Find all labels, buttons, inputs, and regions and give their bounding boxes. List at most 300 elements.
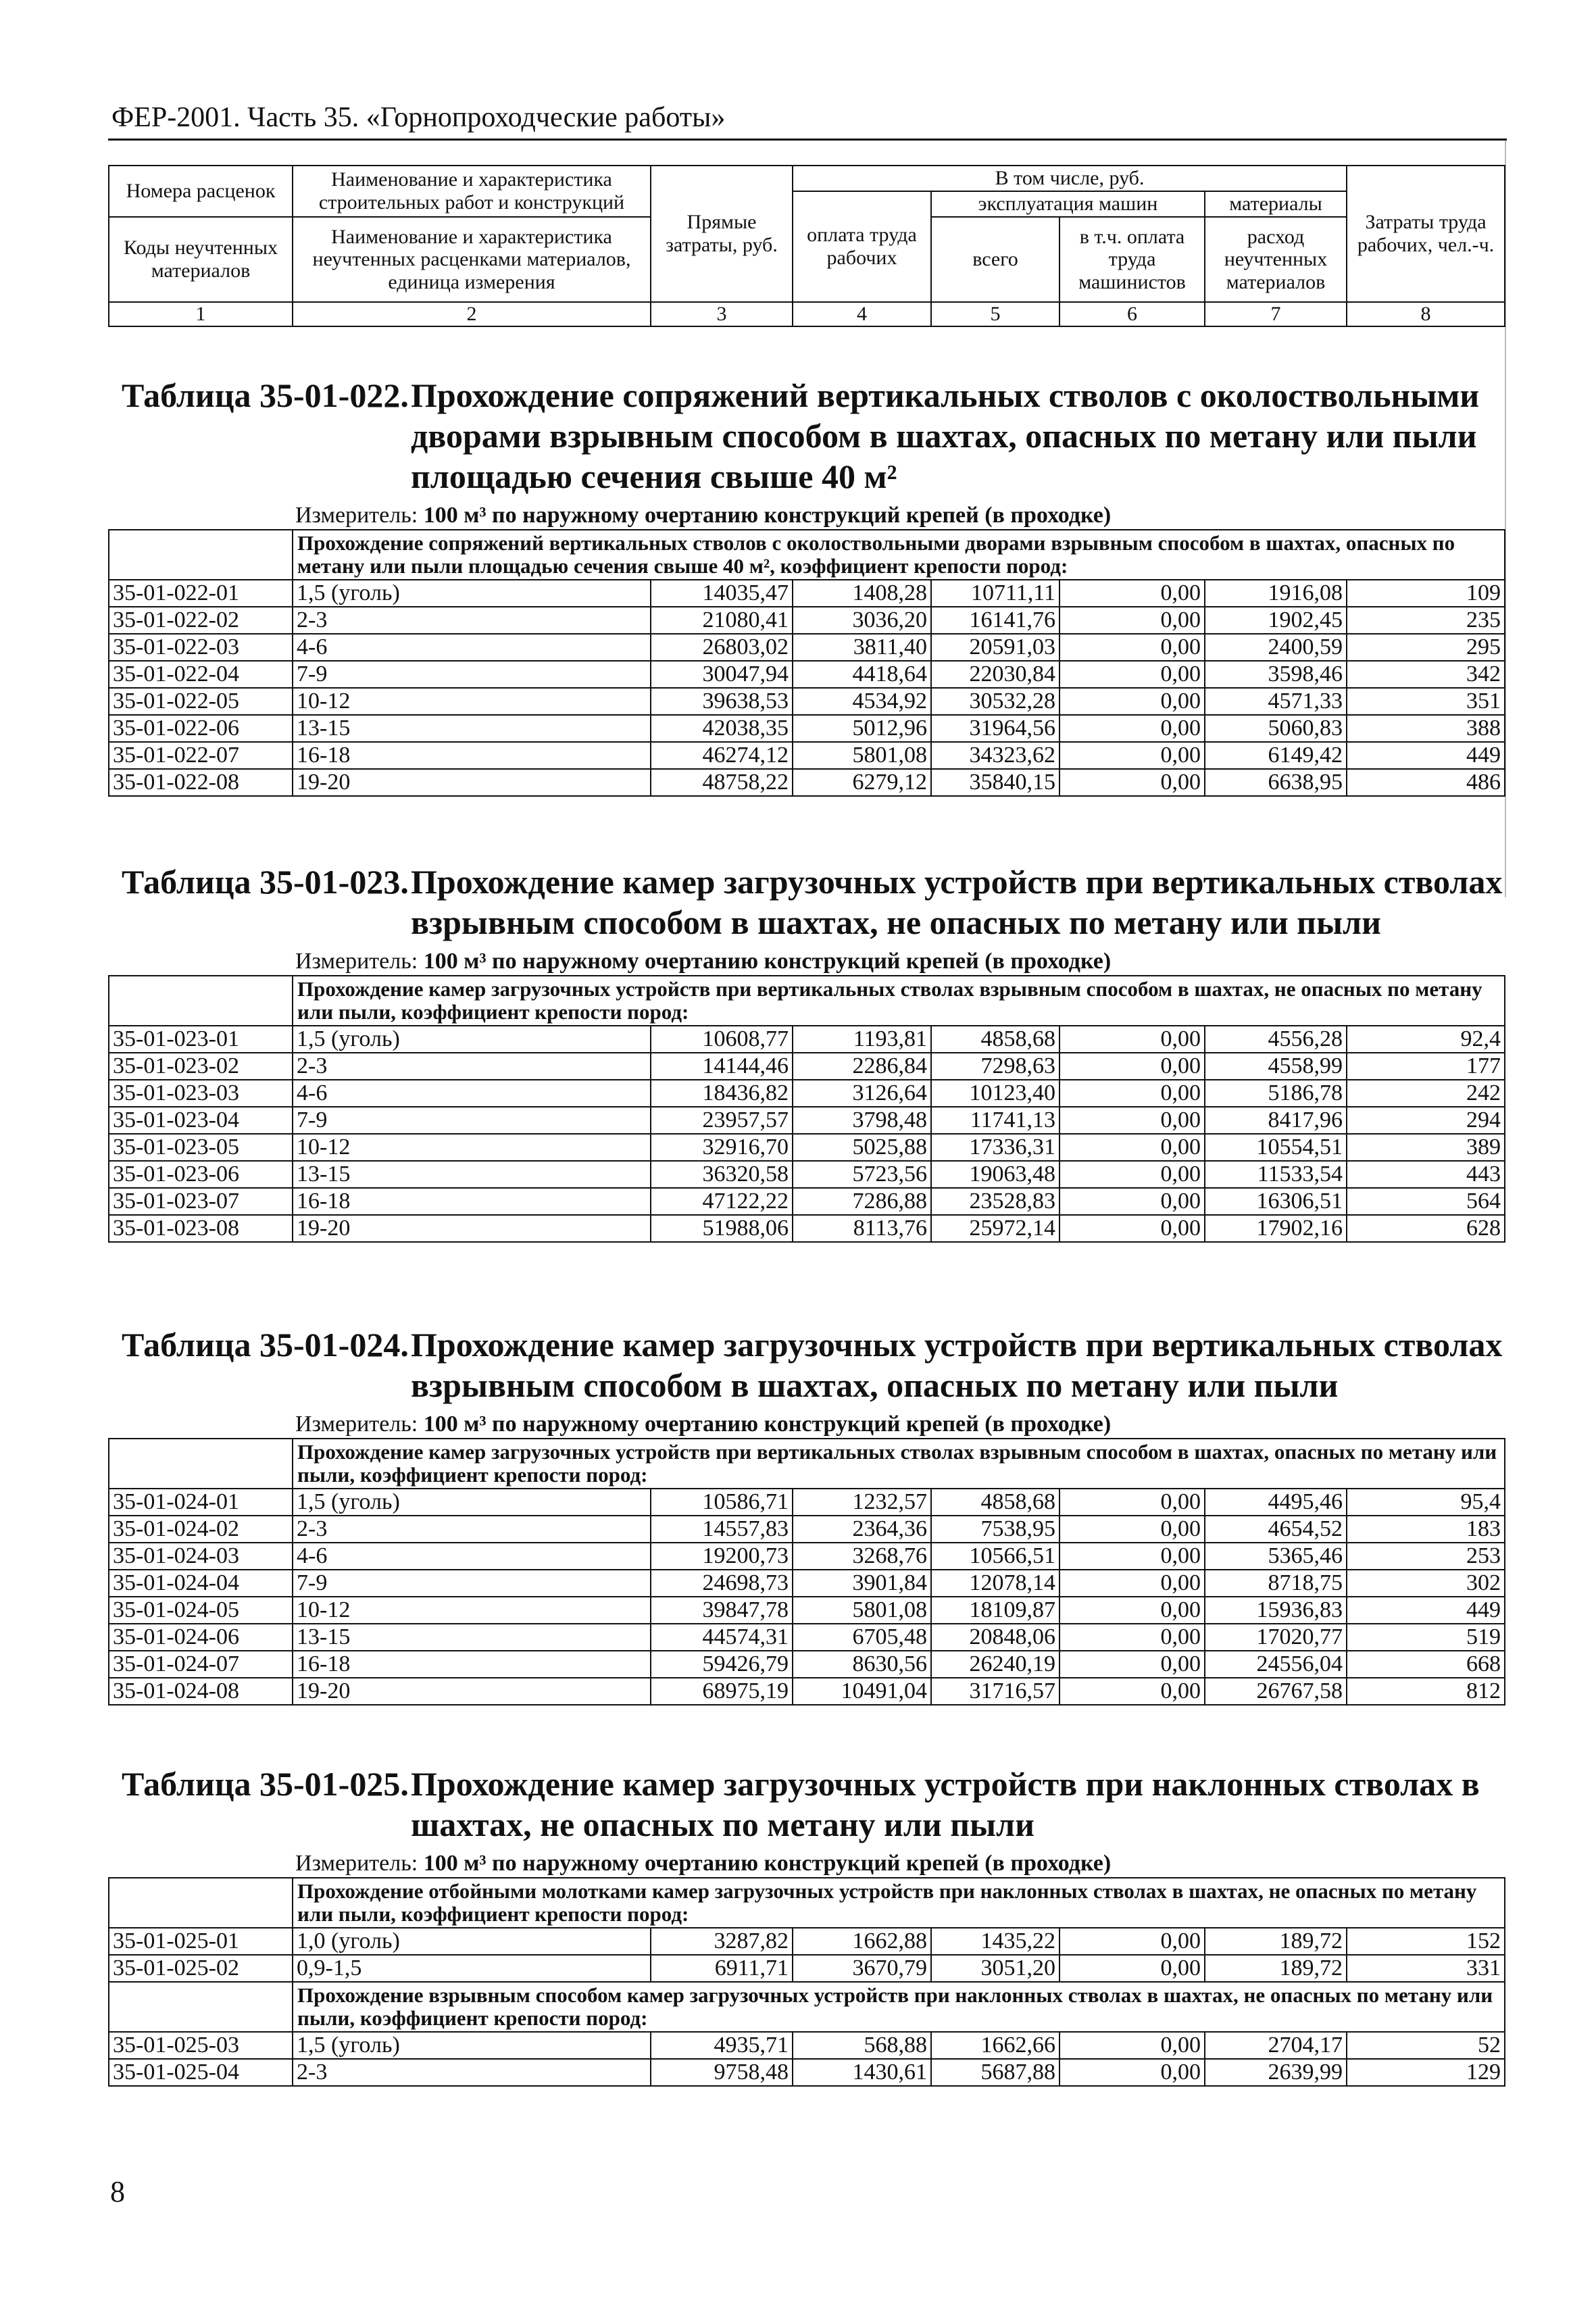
machinist-pay: 0,00 bbox=[1059, 1215, 1205, 1242]
labor-hours: 95,4 bbox=[1347, 1489, 1505, 1516]
materials-cost: 8417,96 bbox=[1205, 1107, 1347, 1134]
labor-pay: 1408,28 bbox=[793, 580, 931, 607]
labor-hours: 109 bbox=[1347, 580, 1505, 607]
rates-table bbox=[108, 1877, 1505, 2087]
rate-code: 35-01-024-07 bbox=[109, 1651, 293, 1678]
table-row bbox=[109, 634, 1505, 661]
materials-cost: 17902,16 bbox=[1205, 1215, 1347, 1242]
header-num: 2 bbox=[293, 302, 651, 326]
group-description: Прохождение отбойными молотками камер загрузочных устройств при наклонных стволах в шахтах, не опасных по метану или пыли, коэффициент крепости пород: bbox=[293, 1878, 1505, 1928]
direct-cost: 36320,58 bbox=[651, 1161, 793, 1188]
table-row bbox=[109, 1053, 1505, 1080]
machine-total: 7538,95 bbox=[931, 1516, 1059, 1543]
rate-code: 35-01-023-07 bbox=[109, 1188, 293, 1215]
rock-hardness: 7-9 bbox=[293, 1570, 651, 1597]
labor-pay: 1662,88 bbox=[793, 1928, 931, 1955]
labor-pay: 5025,88 bbox=[793, 1134, 931, 1161]
rate-code: 35-01-022-02 bbox=[109, 607, 293, 634]
header-num: 4 bbox=[793, 302, 931, 326]
table-row bbox=[109, 1570, 1505, 1597]
measure-unit bbox=[295, 1411, 1504, 1438]
header-materials: материалы bbox=[1205, 191, 1347, 217]
measure-unit bbox=[295, 1850, 1504, 1877]
labor-pay: 5801,08 bbox=[793, 742, 931, 769]
labor-pay: 1232,57 bbox=[793, 1489, 931, 1516]
machine-total: 7298,63 bbox=[931, 1053, 1059, 1080]
direct-cost: 10586,71 bbox=[651, 1489, 793, 1516]
materials-cost: 4571,33 bbox=[1205, 688, 1347, 715]
rate-code: 35-01-023-06 bbox=[109, 1161, 293, 1188]
table-title bbox=[108, 1764, 1504, 1845]
rock-hardness: 4-6 bbox=[293, 634, 651, 661]
rock-hardness: 13-15 bbox=[293, 1624, 651, 1651]
rate-code: 35-01-025-04 bbox=[109, 2059, 293, 2086]
machinist-pay: 0,00 bbox=[1059, 1489, 1205, 1516]
machine-total: 5687,88 bbox=[931, 2059, 1059, 2086]
machinist-pay: 0,00 bbox=[1059, 634, 1205, 661]
table-row bbox=[109, 715, 1505, 742]
direct-cost: 14144,46 bbox=[651, 1053, 793, 1080]
labor-pay: 3798,48 bbox=[793, 1107, 931, 1134]
group-description-row bbox=[109, 976, 1505, 1026]
direct-cost: 6911,71 bbox=[651, 1955, 793, 1982]
labor-hours: 812 bbox=[1347, 1678, 1505, 1705]
direct-cost: 44574,31 bbox=[651, 1624, 793, 1651]
machine-total: 19063,48 bbox=[931, 1161, 1059, 1188]
labor-pay: 3268,76 bbox=[793, 1543, 931, 1570]
rock-hardness: 1,5 (уголь) bbox=[293, 2032, 651, 2059]
rate-code: 35-01-022-03 bbox=[109, 634, 293, 661]
labor-hours: 519 bbox=[1347, 1624, 1505, 1651]
machine-total: 12078,14 bbox=[931, 1570, 1059, 1597]
header-c5: всего bbox=[931, 217, 1059, 302]
group-description-row bbox=[109, 530, 1505, 580]
header-incl: В том числе, руб. bbox=[793, 166, 1347, 191]
table-row bbox=[109, 661, 1505, 688]
labor-pay: 3126,64 bbox=[793, 1080, 931, 1107]
rock-hardness: 1,5 (уголь) bbox=[293, 1026, 651, 1053]
labor-hours: 294 bbox=[1347, 1107, 1505, 1134]
table-row bbox=[109, 769, 1505, 796]
materials-cost: 1902,45 bbox=[1205, 607, 1347, 634]
materials-cost: 2704,17 bbox=[1205, 2032, 1347, 2059]
table-title-text: Прохождение сопряжений вертикальных стволов с околоствольными дворами взрывным способом в шахтах, опасных по метану или пыли площадью сечения свыше 40 м² bbox=[411, 376, 1480, 495]
table-row bbox=[109, 1215, 1505, 1242]
materials-cost: 4558,99 bbox=[1205, 1053, 1347, 1080]
machine-total: 16141,76 bbox=[931, 607, 1059, 634]
materials-cost: 4654,52 bbox=[1205, 1516, 1347, 1543]
machinist-pay: 0,00 bbox=[1059, 607, 1205, 634]
direct-cost: 18436,82 bbox=[651, 1080, 793, 1107]
rock-hardness: 2-3 bbox=[293, 607, 651, 634]
group-description: Прохождение камер загрузочных устройств при вертикальных стволах взрывным способом в шахтах, опасных по метану или пыли, коэффициент крепости пород: bbox=[293, 1439, 1505, 1489]
table-row bbox=[109, 688, 1505, 715]
machinist-pay: 0,00 bbox=[1059, 1053, 1205, 1080]
rates-table bbox=[108, 529, 1505, 797]
labor-hours: 52 bbox=[1347, 2032, 1505, 2059]
table-row bbox=[109, 1516, 1505, 1543]
rate-code: 35-01-024-03 bbox=[109, 1543, 293, 1570]
labor-hours: 242 bbox=[1347, 1080, 1505, 1107]
machinist-pay: 0,00 bbox=[1059, 769, 1205, 796]
materials-cost: 5186,78 bbox=[1205, 1080, 1347, 1107]
rock-hardness: 16-18 bbox=[293, 1188, 651, 1215]
direct-cost: 32916,70 bbox=[651, 1134, 793, 1161]
rock-hardness: 7-9 bbox=[293, 661, 651, 688]
rock-hardness: 10-12 bbox=[293, 688, 651, 715]
measure-value: 100 м³ по наружному очертанию конструкций крепей (в проходке) bbox=[423, 503, 1112, 528]
header-rule bbox=[108, 139, 1507, 141]
labor-hours: 253 bbox=[1347, 1543, 1505, 1570]
direct-cost: 23957,57 bbox=[651, 1107, 793, 1134]
machinist-pay: 0,00 bbox=[1059, 742, 1205, 769]
table-row bbox=[109, 1624, 1505, 1651]
table-title-text: Прохождение камер загрузочных устройств при наклонных стволах в шахтах, не опасных по метану или пыли bbox=[411, 1765, 1480, 1843]
labor-pay: 568,88 bbox=[793, 2032, 931, 2059]
labor-hours: 628 bbox=[1347, 1215, 1505, 1242]
table-row bbox=[109, 1188, 1505, 1215]
rate-code: 35-01-025-03 bbox=[109, 2032, 293, 2059]
direct-cost: 46274,12 bbox=[651, 742, 793, 769]
table-row bbox=[109, 1543, 1505, 1570]
materials-cost: 3598,46 bbox=[1205, 661, 1347, 688]
measure-value: 100 м³ по наружному очертанию конструкций крепей (в проходке) bbox=[423, 949, 1112, 974]
machinist-pay: 0,00 bbox=[1059, 1928, 1205, 1955]
materials-cost: 189,72 bbox=[1205, 1928, 1347, 1955]
machinist-pay: 0,00 bbox=[1059, 1570, 1205, 1597]
desc-spacer bbox=[109, 976, 293, 1026]
group-description: Прохождение камер загрузочных устройств при вертикальных стволах взрывным способом в шахтах, не опасных по метану или пыли, коэффициент крепости пород: bbox=[293, 976, 1505, 1026]
rate-code: 35-01-025-01 bbox=[109, 1928, 293, 1955]
materials-cost: 5060,83 bbox=[1205, 715, 1347, 742]
header-num: 6 bbox=[1059, 302, 1205, 326]
labor-hours: 564 bbox=[1347, 1188, 1505, 1215]
rock-hardness: 13-15 bbox=[293, 1161, 651, 1188]
machinist-pay: 0,00 bbox=[1059, 688, 1205, 715]
table-row bbox=[109, 1026, 1505, 1053]
machinist-pay: 0,00 bbox=[1059, 1161, 1205, 1188]
direct-cost: 3287,82 bbox=[651, 1928, 793, 1955]
table-number: Таблица 35-01-023. bbox=[122, 863, 409, 901]
labor-pay: 2286,84 bbox=[793, 1053, 931, 1080]
group-description: Прохождение взрывным способом камер загрузочных устройств при наклонных стволах в шахтах, не опасных по метану или пыли, коэффициент крепости пород: bbox=[293, 1982, 1505, 2032]
rate-table-section bbox=[108, 862, 1504, 1243]
table-row bbox=[109, 1928, 1505, 1955]
machine-total: 3051,20 bbox=[931, 1955, 1059, 1982]
direct-cost: 24698,73 bbox=[651, 1570, 793, 1597]
direct-cost: 19200,73 bbox=[651, 1543, 793, 1570]
header-c8: Затраты труда рабочих, чел.-ч. bbox=[1347, 166, 1505, 302]
column-header-table bbox=[108, 165, 1505, 327]
machine-total: 31964,56 bbox=[931, 715, 1059, 742]
desc-spacer bbox=[109, 1439, 293, 1489]
table-row bbox=[109, 1489, 1505, 1516]
rate-code: 35-01-022-08 bbox=[109, 769, 293, 796]
rate-code: 35-01-025-02 bbox=[109, 1955, 293, 1982]
rate-code: 35-01-024-01 bbox=[109, 1489, 293, 1516]
desc-spacer bbox=[109, 530, 293, 580]
labor-pay: 7286,88 bbox=[793, 1188, 931, 1215]
rock-hardness: 4-6 bbox=[293, 1080, 651, 1107]
group-description-row bbox=[109, 1982, 1505, 2032]
table-row bbox=[109, 1651, 1505, 1678]
measure-label: Измеритель: bbox=[295, 949, 418, 974]
labor-hours: 486 bbox=[1347, 769, 1505, 796]
labor-hours: 183 bbox=[1347, 1516, 1505, 1543]
direct-cost: 51988,06 bbox=[651, 1215, 793, 1242]
header-c1-top: Номера расценок bbox=[109, 166, 293, 217]
rock-hardness: 16-18 bbox=[293, 742, 651, 769]
table-title-text: Прохождение камер загрузочных устройств при вертикальных стволах взрывным способом в шахтах, опасных по метану или пыли bbox=[411, 1326, 1503, 1404]
table-title bbox=[108, 1324, 1504, 1405]
labor-pay: 1430,61 bbox=[793, 2059, 931, 2086]
labor-hours: 235 bbox=[1347, 607, 1505, 634]
labor-pay: 6705,48 bbox=[793, 1624, 931, 1651]
machine-total: 23528,83 bbox=[931, 1188, 1059, 1215]
direct-cost: 9758,48 bbox=[651, 2059, 793, 2086]
labor-pay: 5012,96 bbox=[793, 715, 931, 742]
measure-unit bbox=[295, 502, 1504, 529]
labor-hours: 177 bbox=[1347, 1053, 1505, 1080]
rock-hardness: 16-18 bbox=[293, 1651, 651, 1678]
rate-code: 35-01-022-01 bbox=[109, 580, 293, 607]
materials-cost: 189,72 bbox=[1205, 1955, 1347, 1982]
machinist-pay: 0,00 bbox=[1059, 2032, 1205, 2059]
rate-code: 35-01-023-04 bbox=[109, 1107, 293, 1134]
labor-hours: 152 bbox=[1347, 1928, 1505, 1955]
direct-cost: 21080,41 bbox=[651, 607, 793, 634]
machine-total: 10123,40 bbox=[931, 1080, 1059, 1107]
machine-total: 18109,87 bbox=[931, 1597, 1059, 1624]
labor-hours: 295 bbox=[1347, 634, 1505, 661]
labor-hours: 668 bbox=[1347, 1651, 1505, 1678]
measure-label: Измеритель: bbox=[295, 1851, 418, 1876]
materials-cost: 6638,95 bbox=[1205, 769, 1347, 796]
rock-hardness: 19-20 bbox=[293, 769, 651, 796]
labor-hours: 449 bbox=[1347, 1597, 1505, 1624]
machine-total: 1435,22 bbox=[931, 1928, 1059, 1955]
rates-table bbox=[108, 1438, 1505, 1706]
materials-cost: 11533,54 bbox=[1205, 1161, 1347, 1188]
rock-hardness: 2-3 bbox=[293, 2059, 651, 2086]
measure-value: 100 м³ по наружному очертанию конструкций крепей (в проходке) bbox=[423, 1412, 1112, 1437]
machinist-pay: 0,00 bbox=[1059, 1516, 1205, 1543]
direct-cost: 10608,77 bbox=[651, 1026, 793, 1053]
header-machines: эксплуатация машин bbox=[931, 191, 1205, 217]
direct-cost: 30047,94 bbox=[651, 661, 793, 688]
labor-hours: 129 bbox=[1347, 2059, 1505, 2086]
rock-hardness: 13-15 bbox=[293, 715, 651, 742]
table-row bbox=[109, 742, 1505, 769]
labor-pay: 4418,64 bbox=[793, 661, 931, 688]
table-row bbox=[109, 580, 1505, 607]
table-row bbox=[109, 2032, 1505, 2059]
rock-hardness: 10-12 bbox=[293, 1597, 651, 1624]
rate-table-section bbox=[108, 1324, 1504, 1706]
direct-cost: 14035,47 bbox=[651, 580, 793, 607]
table-number: Таблица 35-01-025. bbox=[122, 1765, 409, 1803]
machine-total: 4858,68 bbox=[931, 1489, 1059, 1516]
rate-code: 35-01-024-02 bbox=[109, 1516, 293, 1543]
materials-cost: 15936,83 bbox=[1205, 1597, 1347, 1624]
page-header: ФЕР-2001. Часть 35. «Горнопроходческие работы» bbox=[111, 102, 726, 133]
direct-cost: 42038,35 bbox=[651, 715, 793, 742]
rock-hardness: 1,5 (уголь) bbox=[293, 1489, 651, 1516]
rock-hardness: 10-12 bbox=[293, 1134, 651, 1161]
rock-hardness: 1,5 (уголь) bbox=[293, 580, 651, 607]
table-row bbox=[109, 2059, 1505, 2086]
direct-cost: 59426,79 bbox=[651, 1651, 793, 1678]
machinist-pay: 0,00 bbox=[1059, 1107, 1205, 1134]
machine-total: 4858,68 bbox=[931, 1026, 1059, 1053]
rock-hardness: 7-9 bbox=[293, 1107, 651, 1134]
labor-hours: 443 bbox=[1347, 1161, 1505, 1188]
machine-total: 10566,51 bbox=[931, 1543, 1059, 1570]
direct-cost: 14557,83 bbox=[651, 1516, 793, 1543]
machinist-pay: 0,00 bbox=[1059, 1955, 1205, 1982]
labor-pay: 8630,56 bbox=[793, 1651, 931, 1678]
machinist-pay: 0,00 bbox=[1059, 1651, 1205, 1678]
labor-pay: 5801,08 bbox=[793, 1597, 931, 1624]
direct-cost: 26803,02 bbox=[651, 634, 793, 661]
labor-pay: 4534,92 bbox=[793, 688, 931, 715]
rock-hardness: 0,9-1,5 bbox=[293, 1955, 651, 1982]
table-row bbox=[109, 1080, 1505, 1107]
machinist-pay: 0,00 bbox=[1059, 1026, 1205, 1053]
machinist-pay: 0,00 bbox=[1059, 1624, 1205, 1651]
labor-hours: 302 bbox=[1347, 1570, 1505, 1597]
measure-value: 100 м³ по наружному очертанию конструкций крепей (в проходке) bbox=[423, 1851, 1112, 1876]
rate-code: 35-01-023-01 bbox=[109, 1026, 293, 1053]
machine-total: 25972,14 bbox=[931, 1215, 1059, 1242]
machinist-pay: 0,00 bbox=[1059, 2059, 1205, 2086]
group-description-row bbox=[109, 1878, 1505, 1928]
labor-pay: 8113,76 bbox=[793, 1215, 931, 1242]
materials-cost: 4495,46 bbox=[1205, 1489, 1347, 1516]
header-c1-bottom: Коды неучтенных материалов bbox=[109, 217, 293, 302]
machine-total: 30532,28 bbox=[931, 688, 1059, 715]
measure-unit bbox=[295, 948, 1504, 975]
header-num: 3 bbox=[651, 302, 793, 326]
materials-cost: 8718,75 bbox=[1205, 1570, 1347, 1597]
machine-total: 22030,84 bbox=[931, 661, 1059, 688]
labor-pay: 3670,79 bbox=[793, 1955, 931, 1982]
table-title bbox=[108, 862, 1504, 943]
materials-cost: 6149,42 bbox=[1205, 742, 1347, 769]
rate-table-section bbox=[108, 1764, 1504, 2087]
table-row bbox=[109, 1597, 1505, 1624]
rate-code: 35-01-024-04 bbox=[109, 1570, 293, 1597]
machinist-pay: 0,00 bbox=[1059, 661, 1205, 688]
table-row bbox=[109, 1678, 1505, 1705]
labor-hours: 449 bbox=[1347, 742, 1505, 769]
machine-total: 20591,03 bbox=[931, 634, 1059, 661]
materials-cost: 10554,51 bbox=[1205, 1134, 1347, 1161]
table-row bbox=[109, 607, 1505, 634]
machine-total: 11741,13 bbox=[931, 1107, 1059, 1134]
table-row bbox=[109, 1134, 1505, 1161]
rate-code: 35-01-022-05 bbox=[109, 688, 293, 715]
rate-code: 35-01-023-05 bbox=[109, 1134, 293, 1161]
rock-hardness: 2-3 bbox=[293, 1053, 651, 1080]
direct-cost: 4935,71 bbox=[651, 2032, 793, 2059]
labor-pay: 3036,20 bbox=[793, 607, 931, 634]
table-number: Таблица 35-01-024. bbox=[122, 1326, 409, 1364]
labor-hours: 331 bbox=[1347, 1955, 1505, 1982]
labor-pay: 3811,40 bbox=[793, 634, 931, 661]
materials-cost: 26767,58 bbox=[1205, 1678, 1347, 1705]
rock-hardness: 19-20 bbox=[293, 1678, 651, 1705]
machine-total: 10711,11 bbox=[931, 580, 1059, 607]
machine-total: 17336,31 bbox=[931, 1134, 1059, 1161]
machine-total: 26240,19 bbox=[931, 1651, 1059, 1678]
labor-hours: 389 bbox=[1347, 1134, 1505, 1161]
labor-pay: 1193,81 bbox=[793, 1026, 931, 1053]
machinist-pay: 0,00 bbox=[1059, 1080, 1205, 1107]
machine-total: 1662,66 bbox=[931, 2032, 1059, 2059]
machine-total: 34323,62 bbox=[931, 742, 1059, 769]
direct-cost: 39847,78 bbox=[651, 1597, 793, 1624]
rock-hardness: 19-20 bbox=[293, 1215, 651, 1242]
group-description: Прохождение сопряжений вертикальных стволов с околоствольными дворами взрывным способом в шахтах, опасных по метану или пыли площадью сечения свыше 40 м², коэффициент крепости пород: bbox=[293, 530, 1505, 580]
materials-cost: 17020,77 bbox=[1205, 1624, 1347, 1651]
measure-label: Измеритель: bbox=[295, 1412, 418, 1437]
machinist-pay: 0,00 bbox=[1059, 1597, 1205, 1624]
rock-hardness: 2-3 bbox=[293, 1516, 651, 1543]
page-number: 8 bbox=[110, 2175, 125, 2208]
machinist-pay: 0,00 bbox=[1059, 580, 1205, 607]
desc-spacer bbox=[109, 1982, 293, 2032]
machinist-pay: 0,00 bbox=[1059, 1188, 1205, 1215]
machine-total: 31716,57 bbox=[931, 1678, 1059, 1705]
materials-cost: 2400,59 bbox=[1205, 634, 1347, 661]
group-description-row bbox=[109, 1439, 1505, 1489]
materials-cost: 4556,28 bbox=[1205, 1026, 1347, 1053]
desc-spacer bbox=[109, 1878, 293, 1928]
rates-table bbox=[108, 975, 1505, 1243]
materials-cost: 1916,08 bbox=[1205, 580, 1347, 607]
labor-hours: 92,4 bbox=[1347, 1026, 1505, 1053]
labor-pay: 10491,04 bbox=[793, 1678, 931, 1705]
direct-cost: 47122,22 bbox=[651, 1188, 793, 1215]
rate-code: 35-01-023-02 bbox=[109, 1053, 293, 1080]
materials-cost: 16306,51 bbox=[1205, 1188, 1347, 1215]
machine-total: 35840,15 bbox=[931, 769, 1059, 796]
machinist-pay: 0,00 bbox=[1059, 1678, 1205, 1705]
header-c4: оплата труда рабочих bbox=[793, 191, 931, 302]
header-num: 5 bbox=[931, 302, 1059, 326]
table-title-text: Прохождение камер загрузочных устройств при вертикальных стволах взрывным способом в шахтах, не опасных по метану или пыли bbox=[411, 863, 1503, 941]
header-c2-top: Наименование и характеристика строительных работ и конструкций bbox=[293, 166, 651, 217]
materials-cost: 2639,99 bbox=[1205, 2059, 1347, 2086]
direct-cost: 39638,53 bbox=[651, 688, 793, 715]
rate-table-section bbox=[108, 375, 1504, 797]
rock-hardness: 4-6 bbox=[293, 1543, 651, 1570]
labor-hours: 388 bbox=[1347, 715, 1505, 742]
materials-cost: 24556,04 bbox=[1205, 1651, 1347, 1678]
rate-code: 35-01-023-08 bbox=[109, 1215, 293, 1242]
rate-code: 35-01-024-06 bbox=[109, 1624, 293, 1651]
table-number: Таблица 35-01-022. bbox=[122, 376, 409, 414]
labor-hours: 351 bbox=[1347, 688, 1505, 715]
labor-hours: 342 bbox=[1347, 661, 1505, 688]
header-c6: в т.ч. оплата труда машинистов bbox=[1059, 217, 1205, 302]
rate-code: 35-01-023-03 bbox=[109, 1080, 293, 1107]
machinist-pay: 0,00 bbox=[1059, 715, 1205, 742]
header-num: 1 bbox=[109, 302, 293, 326]
header-c3: Прямые затраты, руб. bbox=[651, 166, 793, 302]
materials-cost: 5365,46 bbox=[1205, 1543, 1347, 1570]
